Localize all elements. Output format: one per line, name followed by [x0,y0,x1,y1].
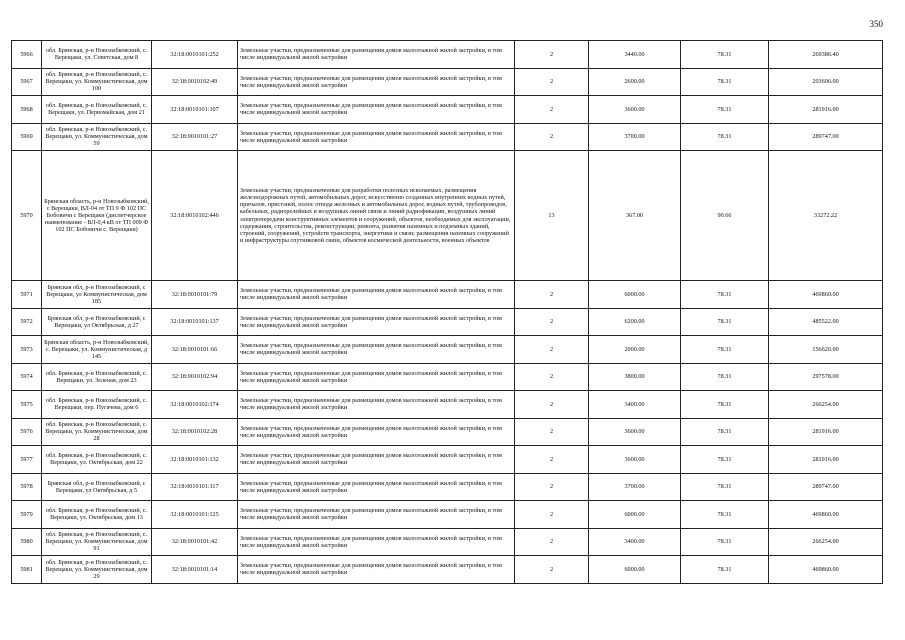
row-number-cell: 5978 [12,473,42,501]
area-cell: 6200.00 [589,308,681,336]
cadastral-value-cell: 269386.40 [769,41,883,69]
table-row [12,418,883,446]
table-row [12,123,883,151]
cadastral-number-cell: 32:18:0010101:132 [152,446,238,474]
cadastral-value-cell: 281916.00 [769,418,883,446]
specific-value-cell: 78.31 [681,418,769,446]
cadastral-number-cell: 32:18:0010101:42 [152,528,238,556]
cadastral-value-cell: 281916.00 [769,446,883,474]
row-number-cell: 5973 [12,336,42,364]
address-cell: Брянская обл, р-н Новозыбковский, с Верещаки, ул Октябрьская, д 5 [42,473,152,501]
row-number-cell: 5971 [12,281,42,309]
cadastral-number-cell: 32:18:0010102:174 [152,391,238,419]
specific-value-cell: 78.31 [681,501,769,529]
permitted-use-cell: Земельные участки, предназначенные для размещения домов малоэтажной жилой застройки, в том числе индивидуальной жилой застройки [238,336,515,364]
cadastral-value-cell: 281916.00 [769,96,883,124]
cadastral-value-cell: 33272.22 [769,151,883,281]
specific-value-cell: 78.31 [681,281,769,309]
permitted-use-cell: Земельные участки, предназначенные для размещения домов малоэтажной жилой застройки, в том числе индивидуальной жилой застройки [238,418,515,446]
area-cell: 3600.00 [589,96,681,124]
area-cell: 6000.00 [589,281,681,309]
group-code-cell: 2 [515,336,589,364]
cadastral-number-cell: 32:18:0010101:79 [152,281,238,309]
table-row [12,281,883,309]
table-row [12,391,883,419]
table-row [12,41,883,69]
area-cell: 6000.00 [589,556,681,584]
address-cell: обл. Брянская, р-н Новозыбковский, с. Верещаки, ул. Зеленая, дом 23 [42,363,152,391]
permitted-use-cell: Земельные участки, предназначенные для размещения домов малоэтажной жилой застройки, в том числе индивидуальной жилой застройки [238,391,515,419]
address-cell: обл. Брянская, р-н Новозыбковский, с. Верещаки, ул. Коммунистическая, дом 59 [42,123,152,151]
area-cell: 3440.00 [589,41,681,69]
permitted-use-cell: Земельные участки, предназначенные для размещения домов малоэтажной жилой застройки, в том числе индивидуальной жилой застройки [238,281,515,309]
group-code-cell: 2 [515,473,589,501]
group-code-cell: 2 [515,501,589,529]
area-cell: 3800.00 [589,363,681,391]
address-cell: обл. Брянская, р-н Новозыбковский, с. Верещаки, ул. Первомайская, дом 21 [42,96,152,124]
specific-value-cell: 78.31 [681,391,769,419]
area-cell: 3600.00 [589,418,681,446]
area-cell: 3400.00 [589,391,681,419]
cadastral-number-cell: 32:18:0010101:14 [152,556,238,584]
permitted-use-cell: Земельные участки, предназначенные для размещения домов малоэтажной жилой застройки, в том числе индивидуальной жилой застройки [238,473,515,501]
table-row [12,446,883,474]
specific-value-cell: 78.31 [681,123,769,151]
permitted-use-cell: Земельные участки, предназначенные для размещения домов малоэтажной жилой застройки, в том числе индивидуальной жилой застройки [238,308,515,336]
specific-value-cell: 78.31 [681,473,769,501]
group-code-cell: 13 [515,151,589,281]
table-row [12,556,883,584]
specific-value-cell: 78.31 [681,68,769,96]
group-code-cell: 2 [515,308,589,336]
area-cell: 3400.00 [589,528,681,556]
row-number-cell: 5974 [12,363,42,391]
table-row [12,501,883,529]
specific-value-cell: 78.31 [681,336,769,364]
cadastral-value-cell: 297578.00 [769,363,883,391]
cadastral-value-cell: 469860.00 [769,556,883,584]
table-body [12,41,883,584]
cadastral-value-cell: 266254.00 [769,391,883,419]
area-cell: 3600.00 [589,446,681,474]
address-cell: обл. Брянская, р-н Новозыбковский, с. Верещаки, ул. Коммунистическая, дом 29 [42,556,152,584]
address-cell: обл. Брянская, р-н Новозыбковский, с. Верещаки, ул. Октябрьская, дом 22 [42,446,152,474]
table-row [12,363,883,391]
permitted-use-cell: Земельные участки, предназначенные для размещения домов малоэтажной жилой застройки, в том числе индивидуальной жилой застройки [238,68,515,96]
cadastral-number-cell: 32:18:0010101:107 [152,96,238,124]
permitted-use-cell: Земельные участки, предназначенные для размещения домов малоэтажной жилой застройки, в том числе индивидуальной жилой застройки [238,123,515,151]
table-row [12,473,883,501]
cadastral-number-cell: 32:18:0010101:125 [152,501,238,529]
cadastral-value-cell: 266254.00 [769,528,883,556]
row-number-cell: 5969 [12,123,42,151]
row-number-cell: 5976 [12,418,42,446]
specific-value-cell: 78.31 [681,446,769,474]
row-number-cell: 5968 [12,96,42,124]
group-code-cell: 2 [515,41,589,69]
permitted-use-cell: Земельные участки, предназначенные для размещения домов малоэтажной жилой застройки, в том числе индивидуальной жилой застройки [238,446,515,474]
table-row [12,336,883,364]
address-cell: обл. Брянская, р-н Новозыбковский, с. Верещаки, ул. Советская, дом 8 [42,41,152,69]
cadastral-value-cell: 485522.00 [769,308,883,336]
row-number-cell: 5980 [12,528,42,556]
page-number: 350 [869,19,883,29]
address-cell: Брянская обл, р-н Новозыбковский, с Верещаки, ул Октябрьская, д 27 [42,308,152,336]
table-row [12,68,883,96]
permitted-use-cell: Земельные участки, предназначенные для размещения домов малоэтажной жилой застройки, в том числе индивидуальной жилой застройки [238,96,515,124]
permitted-use-cell: Земельные участки, предназначенные для размещения домов малоэтажной жилой застройки, в том числе индивидуальной жилой застройки [238,501,515,529]
row-number-cell: 5975 [12,391,42,419]
group-code-cell: 2 [515,123,589,151]
specific-value-cell: 78.31 [681,96,769,124]
cadastral-number-cell: 32:18:0010102:446 [152,151,238,281]
address-cell: Брянская область, р-н Новозыбковский, с. Верещаки, ул. Коммунистическая, д 145 [42,336,152,364]
row-number-cell: 5981 [12,556,42,584]
cadastral-value-cell: 469860.00 [769,501,883,529]
address-cell: Брянская область, р-н Новозыбковский, с Верещаки, ВЛ-04 от ТП 9 Ф 102 ПС Бобовичи с Верещаки (диспетчерское наименование - ВЛ-0,4 кВ от ТП 009 Ф 102 ПС Бобовичи с. Верещаки) [42,151,152,281]
cadastral-number-cell: 32:18:0010101:27 [152,123,238,151]
cadastral-number-cell: 32:18:0010101:137 [152,308,238,336]
permitted-use-cell: Земельные участки, предназначенные для размещения домов малоэтажной жилой застройки, в том числе индивидуальной жилой застройки [238,41,515,69]
cadastral-value-cell: 156620.00 [769,336,883,364]
group-code-cell: 2 [515,68,589,96]
cadastral-value-cell: 203606.00 [769,68,883,96]
specific-value-cell: 78.31 [681,556,769,584]
address-cell: Брянская обл, р-н Новозыбковский, с Верещаки, ул Коммунистическая, дом 185 [42,281,152,309]
group-code-cell: 2 [515,556,589,584]
group-code-cell: 2 [515,418,589,446]
group-code-cell: 2 [515,281,589,309]
cadastral-value-cell: 289747.00 [769,123,883,151]
cadastral-value-cell: 289747.00 [769,473,883,501]
address-cell: обл. Брянская, р-н Новозыбковский, с. Верещаки, ул. Коммунистическая, дом 100 [42,68,152,96]
specific-value-cell: 78.31 [681,41,769,69]
table-row [12,308,883,336]
cadastral-value-table [11,40,883,584]
specific-value-cell: 78.31 [681,363,769,391]
address-cell: обл. Брянская, р-н Новозыбковский, с. Верещаки, ул. Коммунистическая, дом 91 [42,528,152,556]
address-cell: обл. Брянская, р-н Новозыбковский, с. Верещаки, ул. Октябрьская, дом 13 [42,501,152,529]
cadastral-number-cell: 32:18:0010101:252 [152,41,238,69]
row-number-cell: 5967 [12,68,42,96]
permitted-use-cell: Земельные участки, предназначенные для размещения домов малоэтажной жилой застройки, в том числе индивидуальной жилой застройки [238,528,515,556]
row-number-cell: 5979 [12,501,42,529]
cadastral-number-cell: 32:18:0010101:117 [152,473,238,501]
row-number-cell: 5977 [12,446,42,474]
specific-value-cell: 78.31 [681,308,769,336]
area-cell: 6000.00 [589,501,681,529]
group-code-cell: 2 [515,446,589,474]
table-row [12,151,883,281]
group-code-cell: 2 [515,363,589,391]
cadastral-number-cell: 32:18:0010101:66 [152,336,238,364]
address-cell: обл. Брянская, р-н Новозыбковский, с. Верещаки, пер. Пугачева, дом 6 [42,391,152,419]
area-cell: 3700.00 [589,473,681,501]
cadastral-number-cell: 32:18:0010102:94 [152,363,238,391]
permitted-use-cell: Земельные участки, предназначенные для размещения домов малоэтажной жилой застройки, в том числе индивидуальной жилой застройки [238,556,515,584]
group-code-cell: 2 [515,96,589,124]
cadastral-number-cell: 32:18:0010102:49 [152,68,238,96]
group-code-cell: 2 [515,528,589,556]
group-code-cell: 2 [515,391,589,419]
table-row [12,528,883,556]
specific-value-cell: 90.66 [681,151,769,281]
area-cell: 367.00 [589,151,681,281]
area-cell: 3700.00 [589,123,681,151]
row-number-cell: 5970 [12,151,42,281]
cadastral-number-cell: 32:18:0010102:28 [152,418,238,446]
address-cell: обл. Брянская, р-н Новозыбковский, с. Верещаки, ул. Коммунистическая, дом 28 [42,418,152,446]
area-cell: 2000.00 [589,336,681,364]
permitted-use-cell: Земельные участки, предназначенные для размещения домов малоэтажной жилой застройки, в том числе индивидуальной жилой застройки [238,363,515,391]
row-number-cell: 5966 [12,41,42,69]
table-row [12,96,883,124]
permitted-use-cell: Земельные участки, предназначенные для разработки полезных ископаемых, размещения железнодорожных путей, автомобильных дорог, искусственно созданных внутренних водных путей, причалов, пристаней, полос отвода железных и автомобильных дорог, водных путей, трубопроводов, кабельных, радиорелейных и воздушных линий связи и линий радиофикации, воздушных линий электропередачи конструктивных элементов и сооружений, объектов, необходимых для эксплуатации, содержания, строительства, реконструкции, ремонта, развития наземных и подземных зданий, строений, сооружений, устройств транспорта, энергетики и связи; размещения наземных сооружений и инфраструктуры спутниковой связи, объектов космической деятельности, военных объектов [238,151,515,281]
specific-value-cell: 78.31 [681,528,769,556]
row-number-cell: 5972 [12,308,42,336]
area-cell: 2600.00 [589,68,681,96]
cadastral-value-cell: 469860.00 [769,281,883,309]
